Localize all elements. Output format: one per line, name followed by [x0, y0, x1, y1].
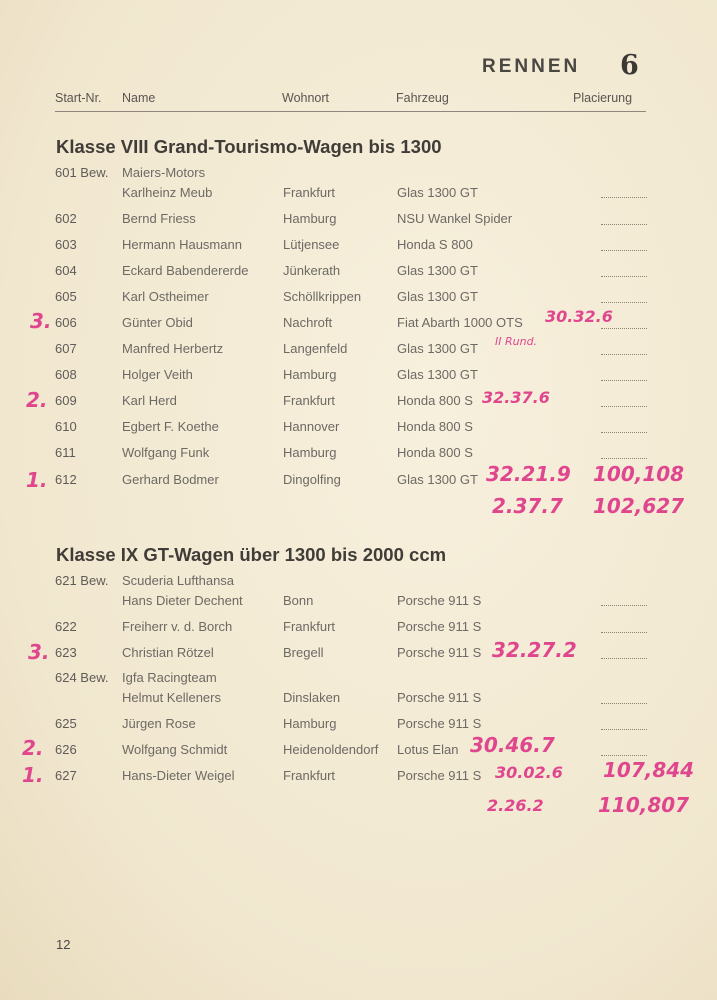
handwritten-speed-627: 107,844	[603, 758, 695, 782]
fahrzeug: Glas 1300 GT	[397, 289, 478, 304]
driver-name: Helmut Kelleners	[122, 690, 221, 705]
driver-name: Manfred Herbertz	[122, 341, 224, 356]
driver-name: Karl Herd	[122, 393, 177, 408]
driver-name: Günter Obid	[122, 315, 193, 330]
handwritten-lap-612: 2.37.7	[492, 494, 563, 518]
driver-name: Hans Dieter Dechent	[122, 593, 243, 608]
handwritten-time-623: 32.27.2	[492, 638, 577, 662]
start-number: 621 Bew.	[55, 573, 109, 588]
fahrzeug: Fiat Abarth 1000 OTS	[397, 315, 523, 330]
wohnort: Hamburg	[283, 716, 337, 731]
handwritten-time-612: 32.21.9	[486, 462, 571, 486]
entrant-name: Maiers-Motors	[122, 165, 206, 180]
placement-blank	[601, 380, 647, 381]
handwritten-lap-speed-612: 102,627	[593, 494, 685, 518]
handwritten-lap-speed-627: 110,807	[598, 793, 690, 817]
driver-name: Wolfgang Funk	[122, 445, 210, 460]
placement-blank	[601, 328, 647, 329]
placement-blank	[601, 632, 647, 633]
wohnort: Schöllkrippen	[283, 289, 362, 304]
start-number: 626	[55, 742, 77, 757]
fahrzeug: Glas 1300 GT	[397, 341, 478, 356]
fahrzeug: Porsche 911 S	[397, 716, 482, 731]
placement-blank	[601, 605, 647, 606]
driver-name: Hans-Dieter Weigel	[122, 768, 235, 783]
start-number: 610	[55, 419, 77, 434]
start-number: 602	[55, 211, 77, 226]
fahrzeug: Glas 1300 GT	[397, 367, 478, 382]
placement-blank	[601, 354, 647, 355]
wohnort: Langenfeld	[283, 341, 348, 356]
fahrzeug: Lotus Elan	[397, 742, 459, 757]
start-number: 604	[55, 263, 77, 278]
handwritten-place-627: 1.	[22, 763, 44, 787]
wohnort: Hamburg	[283, 211, 337, 226]
driver-name: Karlheinz Meub	[122, 185, 213, 200]
handwritten-time-606: 30.32.6	[545, 307, 613, 326]
fahrzeug: Honda 800 S	[397, 393, 473, 408]
page-number: 12	[56, 937, 71, 952]
wohnort: Frankfurt	[283, 185, 336, 200]
placement-blank	[601, 458, 647, 459]
driver-name: Jürgen Rose	[122, 716, 196, 731]
fahrzeug: Porsche 911 S	[397, 768, 482, 783]
wohnort: Hannover	[283, 419, 340, 434]
handwritten-note-607: II Rund.	[495, 335, 538, 348]
start-number: 612	[55, 472, 77, 487]
start-number: 625	[55, 716, 77, 731]
start-number: 608	[55, 367, 77, 382]
fahrzeug: Honda 800 S	[397, 445, 473, 460]
race-number: 6	[620, 50, 639, 81]
handwritten-time-626: 30.46.7	[470, 733, 555, 757]
driver-name: Hermann Hausmann	[122, 237, 242, 252]
start-number: 623	[55, 645, 77, 660]
wohnort: Heidenoldendorf	[283, 742, 379, 757]
placement-blank	[601, 276, 647, 277]
fahrzeug: Porsche 911 S	[397, 593, 482, 608]
handwritten-place-612: 1.	[26, 468, 48, 492]
driver-name: Freiherr v. d. Borch	[122, 619, 233, 634]
handwritten-place-606: 3.	[30, 309, 52, 333]
driver-name: Eckard Babendererde	[122, 263, 249, 278]
fahrzeug: Honda S 800	[397, 237, 473, 252]
placement-blank	[601, 302, 647, 303]
fahrzeug: NSU Wankel Spider	[397, 211, 513, 226]
wohnort: Bonn	[283, 593, 314, 608]
wohnort: Hamburg	[283, 367, 337, 382]
entrant-name: Igfa Racingteam	[122, 670, 217, 685]
start-number: 605	[55, 289, 77, 304]
driver-name: Egbert F. Koethe	[122, 419, 219, 434]
start-number: 624 Bew.	[55, 670, 109, 685]
handwritten-place-626: 2.	[22, 736, 44, 760]
start-number: 603	[55, 237, 77, 252]
driver-name: Karl Ostheimer	[122, 289, 209, 304]
wohnort: Frankfurt	[283, 768, 336, 783]
column-header-wohnort: Wohnort	[282, 91, 330, 105]
start-number: 622	[55, 619, 77, 634]
start-number: 611	[55, 445, 76, 460]
placement-blank	[601, 703, 647, 704]
fahrzeug: Porsche 911 S	[397, 690, 482, 705]
wohnort: Lütjensee	[283, 237, 340, 252]
wohnort: Bregell	[283, 645, 324, 660]
placement-blank	[601, 250, 647, 251]
class-ix-title: Klasse IX GT-Wagen über 1300 bis 2000 ccm	[56, 544, 447, 565]
handwritten-lap-627: 2.26.2	[487, 796, 544, 815]
driver-name: Christian Rötzel	[122, 645, 214, 660]
placement-blank	[601, 658, 647, 659]
class-viii-title: Klasse VIII Grand-Tourismo-Wagen bis 1300	[56, 136, 442, 157]
placement-blank	[601, 432, 647, 433]
race-title: RENNEN	[482, 56, 581, 77]
wohnort: Hamburg	[283, 445, 337, 460]
driver-name: Bernd Friess	[122, 211, 196, 226]
header-divider	[55, 111, 646, 112]
fahrzeug: Glas 1300 GT	[397, 472, 478, 487]
start-number: 609	[55, 393, 77, 408]
handwritten-place-623: 3.	[28, 640, 50, 664]
placement-blank	[601, 729, 647, 730]
column-header-start-nr: Start-Nr.	[55, 91, 102, 105]
start-number: 607	[55, 341, 77, 356]
placement-blank	[601, 224, 647, 225]
wohnort: Dinslaken	[283, 690, 341, 705]
fahrzeug: Glas 1300 GT	[397, 185, 478, 200]
driver-name: Holger Veith	[122, 367, 193, 382]
wohnort: Frankfurt	[283, 393, 336, 408]
wohnort: Jünkerath	[283, 263, 341, 278]
handwritten-place-609: 2.	[26, 388, 48, 412]
fahrzeug: Honda 800 S	[397, 419, 473, 434]
handwritten-time-627: 30.02.6	[495, 763, 563, 782]
wohnort: Dingolfing	[283, 472, 341, 487]
placement-blank	[601, 755, 647, 756]
placement-blank	[601, 197, 647, 198]
start-number: 606	[55, 315, 77, 330]
handwritten-time-609: 32.37.6	[482, 388, 550, 407]
entrant-name: Scuderia Lufthansa	[122, 573, 235, 588]
wohnort: Frankfurt	[283, 619, 336, 634]
column-header-name: Name	[122, 91, 156, 105]
fahrzeug: Glas 1300 GT	[397, 263, 478, 278]
placement-blank	[601, 406, 647, 407]
column-header-placierung: Placierung	[573, 91, 633, 105]
fahrzeug: Porsche 911 S	[397, 619, 482, 634]
start-number: 627	[55, 768, 77, 783]
driver-name: Wolfgang Schmidt	[122, 742, 228, 757]
column-header-fahrzeug: Fahrzeug	[396, 91, 449, 105]
start-number: 601 Bew.	[55, 165, 109, 180]
handwritten-speed-612: 100,108	[593, 462, 685, 486]
fahrzeug: Porsche 911 S	[397, 645, 482, 660]
driver-name: Gerhard Bodmer	[122, 472, 219, 487]
wohnort: Nachroft	[283, 315, 333, 330]
